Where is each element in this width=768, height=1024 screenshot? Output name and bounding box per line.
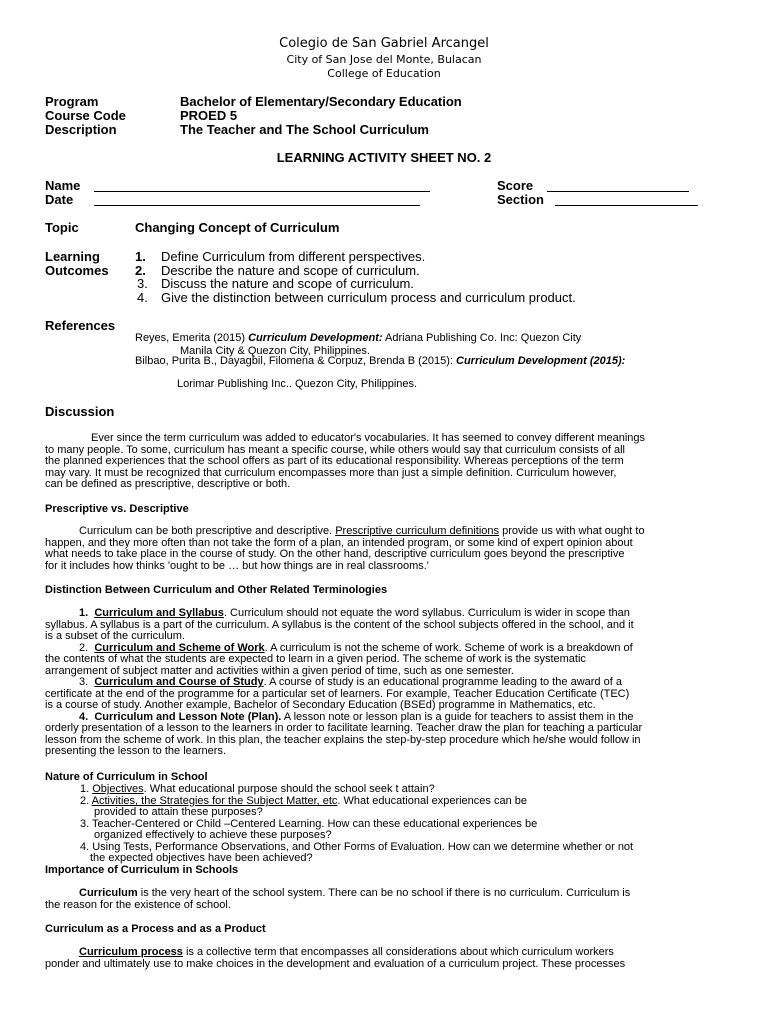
paragraph-line: to many people. To some, curriculum has meant a specific course, while others would say that curriculum consists of all	[45, 443, 625, 456]
paragraph-line: the planned experiences that the school offers as part of its educational responsibility. Whereas perceptions of the term	[45, 455, 624, 467]
score-label: Score	[497, 178, 534, 193]
nature-heading: Nature of Curriculum in School	[45, 771, 208, 783]
importance-paragraph	[45, 888, 728, 911]
process-paragraph	[45, 947, 728, 970]
topic-value: Changing Concept of Curriculum	[135, 220, 340, 235]
sheet-title: LEARNING ACTIVITY SHEET NO. 2	[276, 150, 492, 165]
nature-item-3-line2: organized effectively to achieve these purposes?	[94, 829, 332, 841]
item-term: Curriculum and Scheme of Work	[94, 641, 265, 654]
prescriptive-heading: Prescriptive vs. Descriptive	[45, 503, 189, 515]
paragraph-line: lesson from the scheme of work. In this plan, the teacher explains the step-by-step procedure which he/she would follow in	[45, 733, 641, 746]
item-term: Curriculum and Course of Study	[94, 676, 264, 688]
reference-title: Curriculum Development (2015):	[456, 355, 626, 367]
outcome-number: 4.	[137, 290, 148, 305]
course-code-label: Course Code	[45, 108, 126, 123]
outcome-number: 3.	[137, 276, 148, 291]
item-text: . A course of study is an educational programme leading to the award of a	[263, 676, 622, 688]
topic-label: Topic	[45, 220, 79, 235]
nature-item-4-line2: the expected objectives have been achieved?	[90, 852, 313, 864]
paragraph-line: orderly presentation of a lesson to the learners in order to facilitate learning. Teacher draw the plan for teaching a particular	[45, 722, 643, 734]
paragraph-line: syllabus. A syllabus is a part of the curriculum. A syllabus is the content of the school subjects offered in the school, and it	[45, 618, 634, 631]
outcome-number: 1.	[135, 249, 146, 264]
paragraph-line: can be defined as prescriptive, descriptive or both.	[45, 478, 291, 490]
item-number: 2.	[80, 795, 90, 807]
nature-item-2-line2: provided to attain these purposes?	[94, 806, 263, 818]
outcome-number: 2.	[135, 263, 146, 278]
reference-publisher: Adriana Publishing Co. Inc: Quezon City	[382, 332, 582, 344]
item-term: Curriculum	[79, 887, 138, 899]
paragraph-line	[45, 526, 728, 538]
paragraph-line: arrangement of subject matter and activities within a given period of time, such as one semester.	[45, 664, 514, 677]
nature-item-3: 3. Teacher-Centered or Child –Centered Learning. How can these educational experiences be	[80, 818, 538, 830]
reference-1-line2: Manila City & Quezon City, Philippines.	[180, 345, 370, 357]
reference-title: Curriculum Development:	[248, 332, 383, 344]
description-label: Description	[45, 122, 117, 137]
item-number: 1.	[80, 783, 90, 795]
item-text: A lesson note or lesson plan is a guide for teachers to assist them in the	[281, 710, 634, 723]
references-label: References	[45, 318, 116, 333]
program-value: Bachelor of Elementary/Secondary Education	[180, 94, 462, 109]
paragraph-text: is the very heart of the school system. There can be no school if there is no curriculum. Curriculum is	[137, 887, 631, 899]
reference-1	[135, 332, 581, 344]
prescriptive-definitions-term: Prescriptive curriculum definitions	[335, 525, 500, 537]
distinction-item	[45, 608, 728, 620]
item-term: Objectives	[92, 783, 144, 795]
paragraph-line: is a course of study. Another example, Bachelor of Secondary Education (BSEd) programme in Mathematics, etc.	[45, 699, 596, 711]
program-label: Program	[45, 94, 99, 109]
paragraph-line: Ever since the term curriculum was added to educator's vocabularies. It has seemed to convey different meanings	[91, 432, 646, 444]
item-text: . What educational purpose should the school seek t attain?	[143, 783, 435, 795]
course-code-value: PROED 5	[180, 108, 238, 123]
discussion-heading: Discussion	[45, 404, 115, 419]
distinction-item	[45, 677, 728, 689]
prescriptive-paragraph	[45, 526, 728, 572]
item-text: . What educational experiences can be	[337, 795, 527, 807]
score-field-line[interactable]	[547, 191, 689, 192]
section-field-line[interactable]	[555, 205, 698, 206]
date-field-line[interactable]	[94, 205, 420, 206]
item-term: Curriculum and Lesson Note (Plan).	[94, 710, 282, 723]
item-text: . A curriculum is not the scheme of work. Scheme of work is a breakdown of	[264, 641, 633, 654]
paragraph-line: the contents of what the students are expected to learn in a given period. The scheme of work is the systematic	[45, 653, 586, 665]
paragraph-line: happen, and they more often than not take the form of a plan, an intended program, or some kind of expert opinion about	[45, 536, 633, 549]
paragraph-line: presenting the lesson to the learners.	[45, 745, 227, 757]
paragraph-line: is a subset of the curriculum.	[45, 630, 186, 642]
paragraph-line: for it includes how thinks 'ought to be … but how things are in real classrooms.'	[45, 559, 429, 572]
distinction-heading: Distinction Between Curriculum and Other Related Terminologies	[45, 584, 388, 596]
paragraph-text: is a collective term that encompasses all considerations about which curriculum workers	[182, 946, 614, 958]
outcomes-label-line1: Learning	[45, 249, 100, 264]
item-term: Curriculum and Syllabus	[94, 607, 224, 619]
item-number: 1.	[79, 607, 89, 619]
name-label: Name	[45, 178, 81, 193]
institution-name: Colegio de San Gabriel Arcangel	[279, 36, 489, 51]
paragraph-text: Curriculum can be both prescriptive and descriptive.	[79, 525, 336, 537]
discussion-paragraph	[45, 433, 728, 491]
item-number: 4.	[79, 710, 89, 723]
paragraph-line	[45, 888, 728, 900]
item-term: Activities, the Strategies for the Subject Matter, etc	[91, 795, 338, 807]
institution-city: City of San Jose del Monte, Bulacan	[286, 53, 482, 66]
outcome-text: Discuss the nature and scope of curriculum.	[161, 276, 414, 291]
item-number: 3.	[79, 676, 89, 688]
nature-item-4: 4. Using Tests, Performance Observations, and Other Forms of Evaluation. How can we determine whether or not	[80, 841, 634, 853]
outcome-text: Give the distinction between curriculum process and curriculum product.	[161, 290, 576, 305]
process-heading: Curriculum as a Process and as a Product	[45, 923, 266, 935]
item-number: 2.	[79, 641, 89, 654]
outcome-text: Define Curriculum from different perspectives.	[161, 249, 426, 264]
description-value: The Teacher and The School Curriculum	[180, 122, 429, 137]
paragraph-text: provide us with what ought to	[499, 525, 645, 537]
distinction-list	[45, 608, 728, 758]
date-label: Date	[45, 192, 74, 207]
reference-2	[135, 355, 625, 367]
nature-item-1	[80, 783, 435, 795]
paragraph-line: ponder and ultimately use to make choices in the development and evaluation of a curriculum project. These processes	[45, 957, 626, 970]
reference-author: Reyes, Emerita (2015)	[135, 332, 249, 344]
paragraph-line: the reason for the existence of school.	[45, 898, 231, 911]
reference-author: Bilbao, Purita B., Dayagbil, Filomena & Corpuz, Brenda B (2015):	[135, 355, 456, 367]
item-text: . Curriculum should not equate the word syllabus. Curriculum is wider in scope than	[223, 607, 630, 619]
reference-2-line2: Lorimar Publishing Inc.. Quezon City, Philippines.	[177, 378, 418, 390]
college-name: College of Education	[327, 67, 441, 80]
name-field-line[interactable]	[94, 191, 430, 192]
paragraph-line: certificate at the end of the programme for a particular set of learners. For example, Teacher Education Certificate (TEC)	[45, 687, 630, 700]
importance-heading: Importance of Curriculum in Schools	[45, 864, 239, 876]
outcomes-label-line2: Outcomes	[45, 263, 109, 278]
item-term: Curriculum process	[79, 946, 183, 958]
paragraph-line: what needs to take place in the course of study. On the other hand, descriptive curriculum goes beyond the prescriptive	[45, 548, 625, 560]
paragraph-line	[45, 947, 728, 959]
outcome-text: Describe the nature and scope of curriculum.	[161, 263, 420, 278]
section-label: Section	[497, 192, 544, 207]
paragraph-line: may vary. It must be recognized that curriculum encompasses more than just a simple definition. Curriculum however,	[45, 466, 617, 479]
